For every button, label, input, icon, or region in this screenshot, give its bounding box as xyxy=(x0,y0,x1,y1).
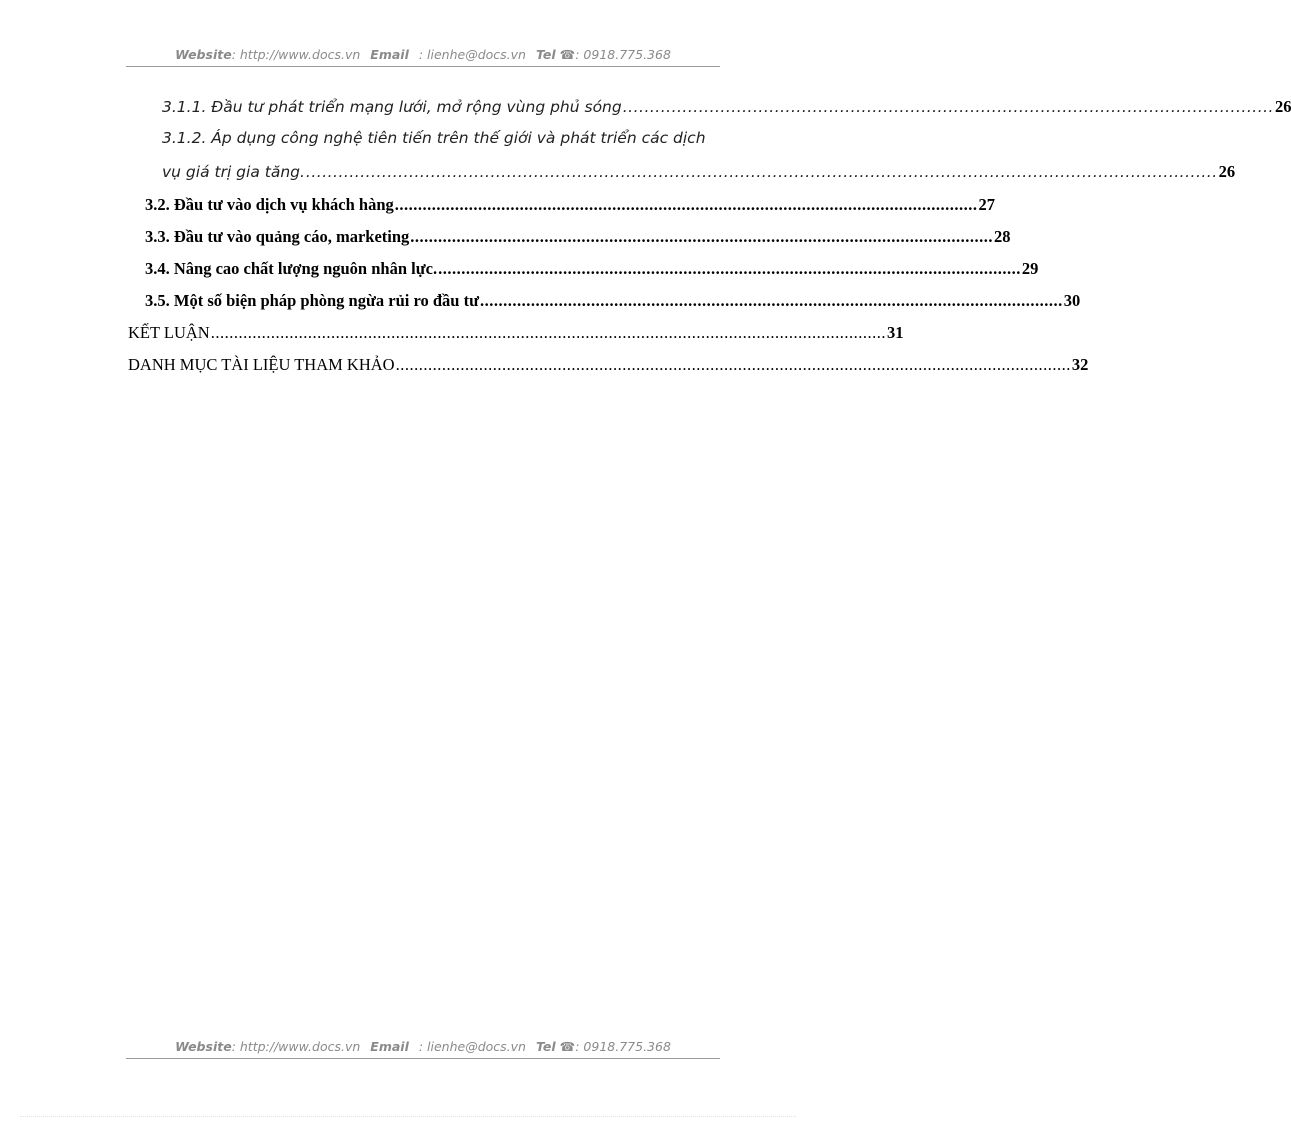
toc-entry-title: KẾT LUẬN xyxy=(128,323,210,342)
header-tel-label: Tel xyxy=(535,47,556,62)
toc-entry[interactable] xyxy=(162,97,1291,117)
toc-leader: .............................................................................................................................. xyxy=(438,259,1021,278)
toc-entry-page: 26 xyxy=(1274,97,1291,116)
footer-email-label: Email xyxy=(370,1039,409,1054)
toc-leader: .............................................................................................................................. xyxy=(394,195,978,214)
footer-website-label: Website xyxy=(175,1039,232,1054)
toc-leader: ........................................................................................................................................................................ xyxy=(305,163,1218,181)
header-website-label: Website xyxy=(175,47,232,62)
toc-leader: .............................................................................................................................. xyxy=(480,291,1063,310)
footer-email-value: : lienhe@docs.vn xyxy=(418,1039,526,1054)
toc-entry-title: 3.5. Một số biện pháp phòng ngừa rủi ro đầu tư xyxy=(145,291,479,310)
toc-entry-page: 31 xyxy=(886,323,904,342)
toc-entry[interactable] xyxy=(145,259,1039,279)
toc-entry-page: 27 xyxy=(978,195,996,214)
footer-tel-label: Tel xyxy=(535,1039,556,1054)
header-tel-value: : 0918.775.368 xyxy=(575,47,671,62)
header-email-label: Email xyxy=(370,47,409,62)
page-footer xyxy=(126,1039,720,1059)
toc-entry-page: 29 xyxy=(1021,259,1039,278)
header-website-value: : http://www.docs.vn xyxy=(231,47,361,62)
toc-leader: .................................................................................................................................................. xyxy=(395,355,1071,374)
toc-entry[interactable] xyxy=(145,291,1081,311)
toc-entry-page: 32 xyxy=(1071,355,1089,374)
toc-entry-title: 3.2. Đầu tư vào dịch vụ khách hàng xyxy=(145,195,394,214)
footer-tel-value: : 0918.775.368 xyxy=(575,1039,671,1054)
phone-icon: ☎ xyxy=(559,47,576,62)
footer-website-value: : http://www.docs.vn xyxy=(231,1039,361,1054)
toc-entry[interactable] xyxy=(128,323,904,343)
toc-entry[interactable] xyxy=(128,355,1089,375)
page-header xyxy=(126,47,720,67)
header-email-value: : lienhe@docs.vn xyxy=(418,47,526,62)
toc-leader: ........................................................................................................................ xyxy=(622,98,1274,116)
toc-entry-page: 30 xyxy=(1063,291,1081,310)
toc-entry-title: vụ giá trị gia tăng. xyxy=(162,163,305,181)
toc-entry-title-line1: 3.1.2. Áp dụng công nghệ tiên tiến trên thế giới và phát triển các dịch xyxy=(162,129,706,147)
toc-entry-page: 28 xyxy=(994,227,1011,246)
toc-entry-title: 3.1.1. Đầu tư phát triển mạng lưới, mở rộng vùng phủ sóng xyxy=(162,98,622,116)
toc-leader: .............................................................................................................................. xyxy=(410,227,994,246)
toc-leader: .................................................................................................................................................. xyxy=(210,323,886,342)
page-bottom-border xyxy=(20,1116,796,1117)
toc-entry-title: 3.3. Đầu tư vào quảng cáo, marketing xyxy=(145,227,410,246)
toc-entry-page: 26 xyxy=(1218,162,1236,181)
toc-entry[interactable] xyxy=(162,162,1236,182)
toc-entry-title: DANH MỤC TÀI LIỆU THAM KHẢO xyxy=(128,355,395,374)
toc-entry-title: 3.4. Nâng cao chất lượng nguôn nhân lực. xyxy=(145,259,438,278)
phone-icon: ☎ xyxy=(559,1039,576,1054)
toc-entry[interactable] xyxy=(145,227,1011,247)
toc-entry[interactable] xyxy=(145,195,996,215)
